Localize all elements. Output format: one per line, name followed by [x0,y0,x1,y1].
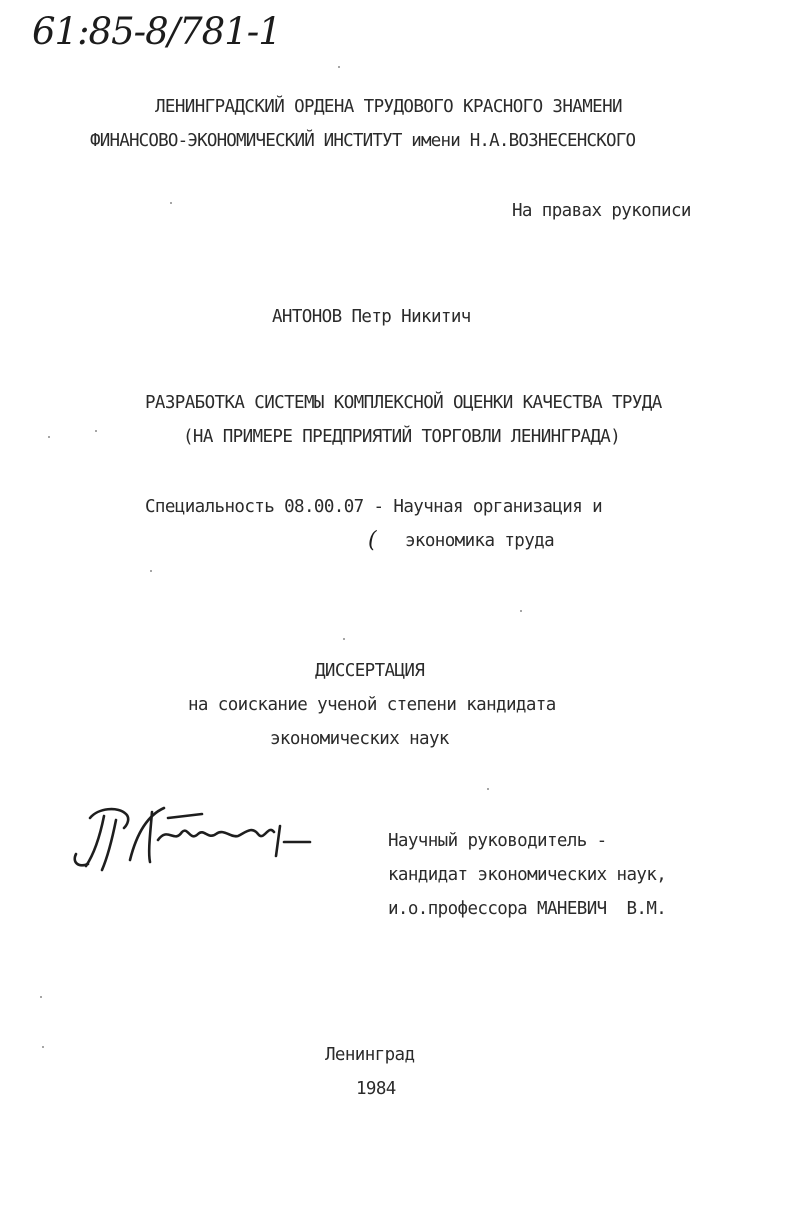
year: 1984 [356,1079,396,1099]
scan-speck [48,436,50,438]
scan-speck [170,202,172,204]
document-type-heading: ДИССЕРТАЦИЯ [315,661,425,681]
specialty-line-1: Специальность 08.00.07 - Научная организация и [145,497,603,517]
supervisor-line-1: Научный руководитель - [388,831,607,851]
supervisor-line-3: и.о.профессора МАНЕВИЧ В.М. [388,899,667,919]
degree-line-2: экономических наук [270,729,449,749]
scan-speck [95,430,97,432]
thesis-title-line-2: (НА ПРИМЕРЕ ПРЕДПРИЯТИЙ ТОРГОВЛИ ЛЕНИНГРАДА) [183,427,621,447]
scan-speck [487,788,489,790]
scan-speck [520,610,522,612]
thesis-title-line-1: РАЗРАБОТКА СИСТЕМЫ КОМПЛЕКСНОЙ ОЦЕНКИ КАЧЕСТВА ТРУДА [145,393,662,413]
specialty-margin-mark: ( [368,528,377,553]
archive-mark: 61:85-8/781-1 [32,10,281,53]
scan-speck [338,66,340,68]
scan-speck [150,570,152,572]
institute-line-1: ЛЕНИНГРАДСКИЙ ОРДЕНА ТРУДОВОГО КРАСНОГО ЗНАМЕНИ [155,97,622,117]
degree-line-1: на соискание ученой степени кандидата [188,695,556,715]
scan-speck [42,1046,44,1048]
institute-line-2: ФИНАНСОВО-ЭКОНОМИЧЕСКИЙ ИНСТИТУТ имени Н.А.ВОЗНЕСЕНСКОГО [90,131,636,151]
scan-speck [40,996,42,998]
city: Ленинград [325,1045,415,1065]
author-name: АНТОНОВ Петр Никитич [272,307,471,327]
rights-note: На правах рукописи [512,201,691,221]
supervisor-line-2: кандидат экономических наук, [388,865,667,885]
scan-speck [343,638,345,640]
author-signature [68,796,318,876]
specialty-line-2: экономика труда [405,531,555,551]
